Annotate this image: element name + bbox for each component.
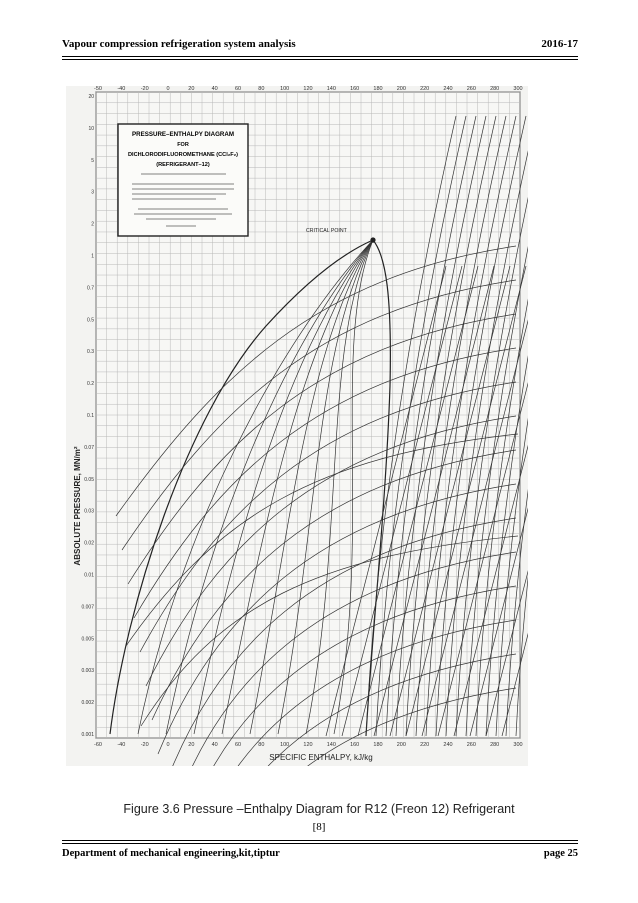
- y-tick-label: 0.02: [84, 540, 94, 547]
- bottom-tick-label: 100: [280, 742, 290, 748]
- bottom-tick-label: 260: [466, 742, 476, 748]
- bottom-tick-label: 80: [258, 742, 265, 748]
- y-tick-label: 1: [91, 253, 94, 260]
- title-line4: (REFRIGERANT–12): [156, 162, 210, 168]
- page-header: [62, 36, 578, 54]
- top-tick-label: 40: [211, 86, 218, 92]
- top-tick-label: -50: [94, 86, 102, 92]
- y-tick-label: 0.07: [84, 444, 94, 451]
- header-year: 2016-17: [541, 38, 578, 50]
- bottom-tick-label: 220: [420, 742, 430, 748]
- top-tick-label: 220: [420, 86, 430, 92]
- top-tick-label: 160: [350, 86, 360, 92]
- y-tick-label: 0.005: [81, 636, 94, 643]
- bottom-tick-label: -20: [140, 742, 149, 748]
- bottom-tick-label: 20: [188, 742, 195, 748]
- top-tick-label: -20: [140, 86, 149, 92]
- top-tick-label: 0: [166, 86, 170, 92]
- y-tick-label: 0.3: [87, 349, 94, 356]
- bottom-tick-label: 280: [490, 742, 500, 748]
- critical-point-label: CRITICAL POINT: [306, 228, 347, 234]
- y-tick-label: 0.001: [81, 732, 94, 738]
- y-tick-label: 2: [91, 221, 94, 228]
- critical-point-marker: [370, 237, 375, 242]
- y-tick-label: 0.05: [84, 476, 94, 483]
- top-tick-label: 120: [303, 86, 313, 92]
- y-tick-label: 0.003: [81, 668, 94, 675]
- bottom-tick-label: 0: [166, 742, 170, 748]
- y-tick-label: 0.01: [84, 572, 94, 579]
- header-rule-thin: [62, 59, 578, 60]
- y-tick-label: 10: [88, 125, 94, 132]
- y-tick-label: 20: [88, 94, 94, 100]
- y-axis-label: ABSOLUTE PRESSURE, MN/m²: [73, 446, 82, 566]
- top-tick-label: 80: [258, 86, 265, 92]
- y-tick-label: 0.5: [87, 317, 94, 324]
- top-tick-label: 200: [396, 86, 406, 92]
- bottom-tick-label: 140: [326, 742, 336, 748]
- y-tick-label: 3: [91, 189, 94, 196]
- y-tick-label: 5: [91, 157, 94, 164]
- top-tick-label: 280: [490, 86, 500, 92]
- top-tick-label: 20: [188, 86, 195, 92]
- top-tick-label: 60: [234, 86, 242, 92]
- top-tick-label: 300: [513, 86, 523, 92]
- top-tick-label: 140: [326, 86, 336, 92]
- top-tick-label: -40: [117, 86, 126, 92]
- bottom-tick-label: 60: [234, 742, 242, 748]
- y-tick-label: 0.2: [87, 381, 94, 388]
- footer-page-number: page 25: [543, 848, 578, 859]
- y-tick-label: 0.03: [84, 508, 94, 515]
- y-tick-label: 0.007: [81, 604, 94, 611]
- footer-rule: [62, 840, 578, 841]
- header-rule: [62, 56, 578, 57]
- top-tick-label: 240: [443, 86, 453, 92]
- bottom-tick-label: 120: [303, 742, 313, 748]
- top-tick-label: 260: [466, 86, 476, 92]
- figure-reference: [8]: [312, 821, 326, 833]
- y-tick-label: 0.002: [81, 700, 94, 707]
- footer-rule-thin: [62, 843, 578, 844]
- title-line3: DICHLORODIFLUOROMETHANE (CCl₂F₂): [128, 152, 238, 158]
- ph-diagram-figure: [66, 86, 528, 766]
- title-line1: PRESSURE–ENTHALPY DIAGRAM: [132, 131, 234, 138]
- figure-caption: Figure 3.6 Pressure –Enthalpy Diagram for R12 (Freon 12) Refrigerant: [123, 802, 515, 816]
- footer-department: Department of mechanical engineering,kit,tiptur: [62, 848, 280, 859]
- bottom-tick-label: 160: [350, 742, 360, 748]
- header-title: Vapour compression refrigeration system analysis: [62, 38, 296, 50]
- x-axis-label: SPECIFIC ENTHALPY, kJ/kg: [269, 753, 373, 762]
- y-tick-label: 0.7: [87, 285, 94, 292]
- bottom-tick-label: -40: [117, 742, 126, 748]
- bottom-tick-label: -60: [94, 742, 102, 748]
- bottom-tick-label: 180: [373, 742, 383, 748]
- y-tick-label: 0.1: [87, 413, 94, 419]
- bottom-tick-label: 300: [513, 742, 523, 748]
- top-tick-label: 100: [280, 86, 290, 92]
- title-line2: FOR: [177, 142, 189, 148]
- top-tick-label: 180: [373, 86, 383, 92]
- bottom-tick-label: 40: [211, 742, 218, 748]
- bottom-tick-label: 200: [396, 742, 406, 748]
- bottom-tick-label: 240: [443, 742, 453, 748]
